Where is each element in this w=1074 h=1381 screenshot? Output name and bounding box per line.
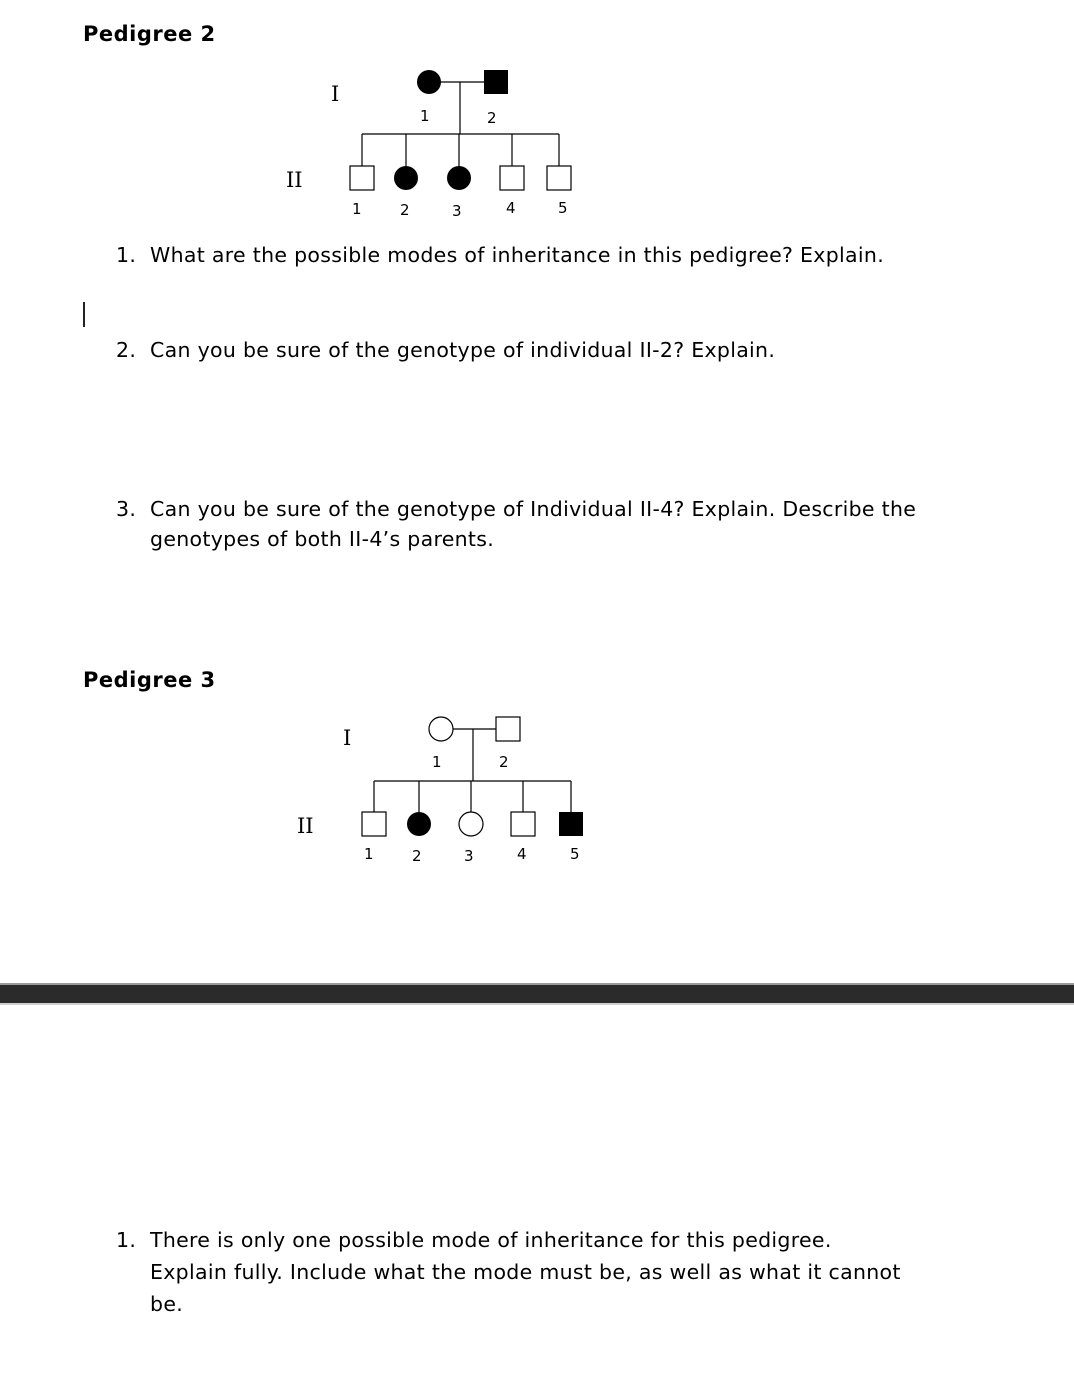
question-3-text: Can you be sure of the genotype of Individual II-4? Explain. Describe the genotypes of both II-4’s parents. bbox=[150, 497, 917, 551]
pedigree-2-title: Pedigree 2 bbox=[83, 22, 216, 46]
number-II-5: 5 bbox=[558, 199, 568, 217]
pedigree-3-title: Pedigree 3 bbox=[83, 668, 216, 692]
p3-generation-label-II: II bbox=[297, 814, 314, 838]
number-I-1: 1 bbox=[420, 107, 430, 125]
number-II-3: 3 bbox=[452, 202, 462, 220]
p3-generation-label-I: I bbox=[343, 726, 352, 750]
p3-individual-II-5 bbox=[559, 812, 583, 836]
p3-individual-II-3 bbox=[459, 812, 483, 836]
p3-individual-II-4 bbox=[511, 812, 535, 836]
question-1-text: What are the possible modes of inheritance in this pedigree? Explain. bbox=[150, 243, 885, 267]
p3-number-II-1: 1 bbox=[364, 845, 374, 863]
question-3-number: 3. bbox=[116, 497, 137, 521]
p3-question-1-number: 1. bbox=[116, 1228, 137, 1252]
p3-question-1-text: There is only one possible mode of inheritance for this pedigree. Explain fully. Include what the mode must be, as well as what it cannot be. bbox=[150, 1228, 901, 1316]
generation-label-II: II bbox=[286, 168, 303, 192]
p3-number-I-2: 2 bbox=[499, 753, 509, 771]
number-II-2: 2 bbox=[400, 201, 410, 219]
question-1-number: 1. bbox=[116, 243, 137, 267]
number-II-4: 4 bbox=[506, 199, 516, 217]
generation-label-I: I bbox=[331, 82, 340, 106]
p3-individual-II-1 bbox=[362, 812, 386, 836]
p3-number-I-1: 1 bbox=[432, 753, 442, 771]
p3-individual-II-2 bbox=[407, 812, 431, 836]
p3-number-II-5: 5 bbox=[570, 845, 580, 863]
number-I-2: 2 bbox=[487, 109, 497, 127]
page-divider bbox=[0, 983, 1074, 1005]
number-II-1: 1 bbox=[352, 200, 362, 218]
p3-question-1 bbox=[116, 1224, 906, 1320]
question-2-text: Can you be sure of the genotype of individual II-2? Explain. bbox=[150, 338, 776, 362]
question-2-number: 2. bbox=[116, 338, 137, 362]
p3-individual-I-1 bbox=[429, 717, 453, 741]
p3-number-II-2: 2 bbox=[412, 847, 422, 865]
p3-individual-I-2 bbox=[496, 717, 520, 741]
p3-number-II-4: 4 bbox=[517, 845, 527, 863]
p3-number-II-3: 3 bbox=[464, 847, 474, 865]
